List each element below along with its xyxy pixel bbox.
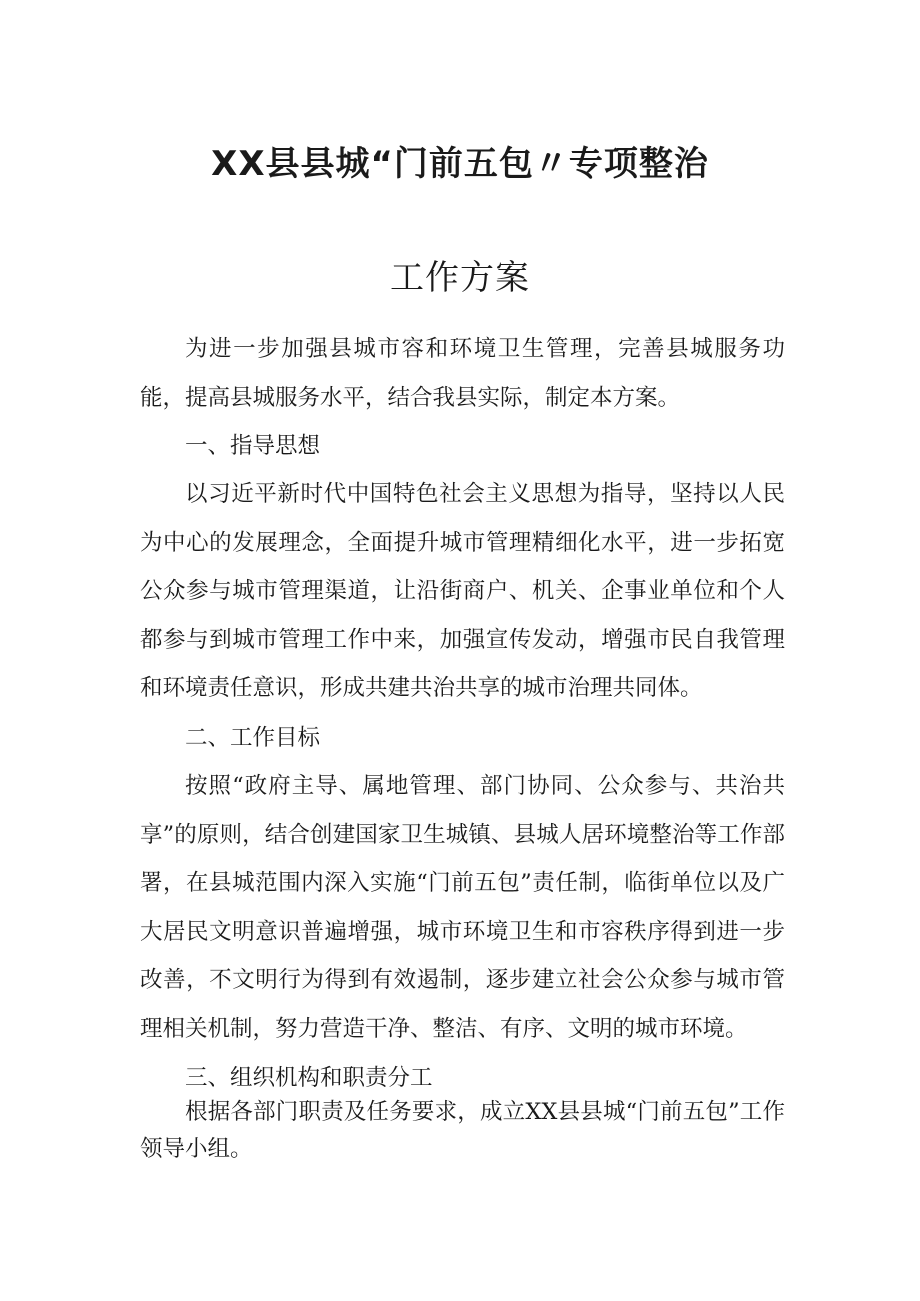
section-heading-organization: 三、组织机构和职责分工 <box>185 1065 433 1091</box>
section-paragraph-organization: 根据各部门职责及任务要求，成立XX县县城“门前五包”工作领导小组。 <box>140 1099 785 1162</box>
document-title-line-2: 工作方案 <box>390 258 530 298</box>
section-paragraph-work-goals: 按照“政府主导、属地管理、部门协同、公众参与、共治共享”的原则，结合创建国家卫生城镇、县城人居环境整治等工作部署，在县城范围内深入实施“门前五包”责任制，临街单位以及广大居民文明意识普遍增强，城市环境卫生和市容秩序得到进一步改善，不文明行为得到有效遏制，逐步建立社会公众参与城市管理相关机制，努力营造干净、整洁、有序、文明的城市环境。 <box>140 773 785 1042</box>
document-title-line-1: XX县县城“门前五包〃专项整治 <box>211 144 709 184</box>
intro-paragraph: 为进一步加强县城市容和环境卫生管理，完善县城服务功能，提高县城服务水平，结合我县实际，制定本方案。 <box>140 336 785 411</box>
section-paragraph-guiding-ideology: 以习近平新时代中国特色社会主义思想为指导，坚持以人民为中心的发展理念，全面提升城市管理精细化水平，进一步拓宽公众参与城市管理渠道，让沿街商户、机关、企事业单位和个人都参与到城市管理工作中来，加强宣传发动，增强市民自我管理和环境责任意识，形成共建共治共享的城市治理共同体。 <box>140 481 785 702</box>
section-heading-guiding-ideology: 一、指导思想 <box>185 433 321 459</box>
section-heading-work-goals: 二、工作目标 <box>185 725 321 751</box>
